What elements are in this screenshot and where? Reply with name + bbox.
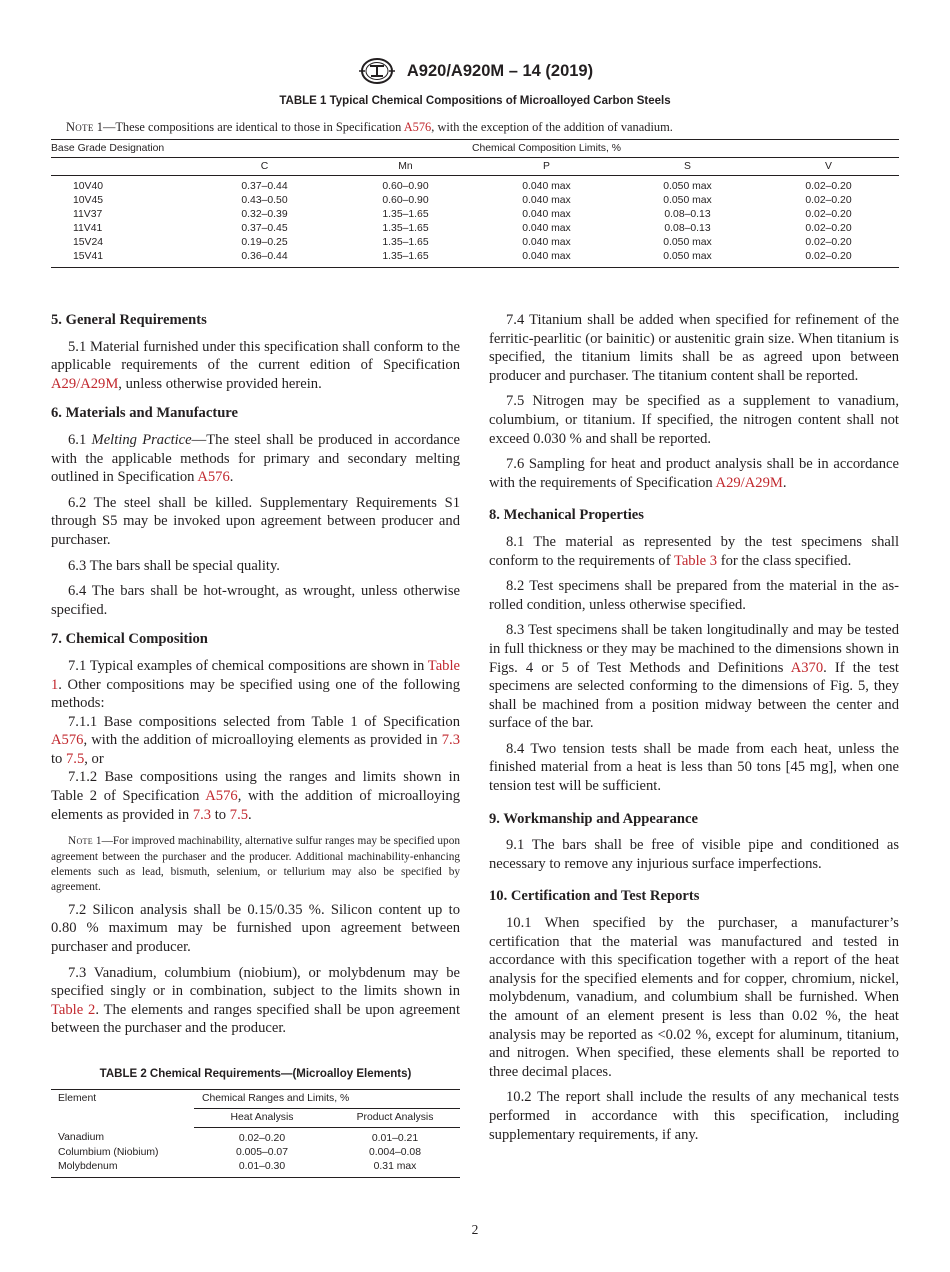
paragraph-10-2: 10.2 The report shall include the results of any mechanical tests performed in accordance with this specification, including supplementary requirements, if any.	[489, 1089, 899, 1143]
value-cell: 0.040 max	[522, 223, 571, 234]
page-header	[0, 56, 950, 86]
grade-cell: 15V41	[51, 250, 194, 268]
ref-a29-link[interactable]: A29/A29M	[51, 375, 119, 392]
paragraph-6-1: 6.1 Melting Practice—The steel shall be produced in accordance with the applicable methods for primary and secondary melting outlined in Specification A576.	[51, 431, 460, 486]
value-cell: 0.01–0.30	[194, 1160, 330, 1178]
section-heading: 9. Workmanship and Appearance	[489, 810, 698, 827]
ref-table1-link[interactable]: Table 1	[51, 657, 460, 693]
value-cell: 0.31 max	[330, 1160, 460, 1178]
table-row	[51, 1127, 460, 1146]
paragraph-7-1: 7.1 Typical examples of chemical compositions are shown in Table 1. Other compositions may be specified using one of the following methods:	[51, 657, 460, 712]
table2-caption: TABLE 2 Chemical Requirements—(Microalloy Elements)	[99, 1068, 412, 1081]
value-cell: 1.35–1.65	[382, 223, 429, 234]
ref-7-5-link[interactable]: 7.5	[66, 750, 85, 767]
value-cell: 0.005–0.07	[235, 1146, 288, 1158]
paragraph-7-6: 7.6 Sampling for heat and product analysis shall be in accordance with the requirements of Specification A29/A29M.	[489, 456, 899, 491]
note-7: Note 1—For improved machinability, alternative sulfur ranges may be specified upon agreement between the purchaser and the producer. Additional machinability-enhancing elements such as lead, bismuth, selenium, or tellurium may also be specified by agreement.	[51, 835, 460, 894]
value-cell: 0.08–0.13	[664, 223, 711, 234]
paragraph-7-5: 7.5 Nitrogen may be specified as a supplement to vanadium, columbium, or titanium. If specified, the nitrogen content shall not exceed 0.030 % and shall be reported.	[489, 393, 899, 447]
section-heading: 10. Certification and Test Reports	[489, 888, 700, 905]
table-row	[51, 208, 899, 222]
paragraph-7-1-2: 7.1.2 Base compositions using the ranges and limits shown in Table 2 of Specification A576, with the addition of microalloying elements as provided in 7.3 to 7.5.	[51, 769, 460, 823]
table-row	[51, 176, 899, 195]
paragraph-8-4: 8.4 Two tension tests shall be made from each heat, unless the finished material from a heat is less than 50 tons [45 mg], when one tension test will be sufficient.	[489, 740, 899, 795]
ref-table2-link[interactable]: Table 2	[51, 1001, 96, 1018]
paragraph-6-4: 6.4 The bars shall be hot-wrought, as wrought, unless otherwise specified.	[51, 583, 460, 618]
paragraph-7-4: 7.4 Titanium shall be added when specified for refinement of the ferritic-pearlitic (or bainitic) or austenitic grain size. When titanium is specified, the titanium limits shall be as agreed upon between producer and purchaser. The titanium content shall be reported.	[489, 312, 899, 384]
col-heat-analysis: Heat Analysis	[194, 1108, 330, 1127]
value-cell: 0.60–0.90	[382, 181, 429, 192]
value-cell: 0.050 max	[663, 195, 712, 206]
table-row	[51, 222, 899, 236]
paragraph-10-1: 10.1 When specified by the purchaser, a manufacturer’s certification that the material was manufactured and tested in accordance with this specification together with a report of the heat analysis for the specified elements and for copper, chromium, nickel, molybdenum, vanadium, and columbium shall be furnished. When the amount of an element present is less than 0.02 %, the heat analysis may be reported as <0.02 %, except for aluminum, titanium, and nitrogen. When specified, these elements shall be reported to three decimal places.	[489, 915, 899, 1080]
value-cell: 0.19–0.25	[241, 237, 288, 248]
value-cell: 0.040 max	[522, 195, 571, 206]
value-cell: 0.60–0.90	[382, 195, 429, 206]
grade-cell: 10V45	[73, 195, 104, 206]
value-cell: 0.040 max	[522, 209, 571, 220]
col-element: Mn	[335, 158, 476, 176]
ref-7-3-link[interactable]: 7.3	[192, 806, 212, 823]
section-heading: 7. Chemical Composition	[51, 631, 208, 648]
value-cell: 0.02–0.20	[758, 250, 899, 268]
document-designation: A920/A920M – 14 (2019)	[406, 61, 594, 80]
right-column	[489, 311, 899, 1151]
value-cell: 0.02–0.20	[805, 223, 852, 234]
value-cell: 0.050 max	[663, 181, 712, 192]
paragraph-7-2: 7.2 Silicon analysis shall be 0.15/0.35 %. Silicon content up to 0.80 % maximum may be furnished upon agreement between purchaser and producer.	[51, 901, 460, 956]
grade-cell: 11V37	[73, 209, 103, 220]
ref-a576-link[interactable]: A576	[51, 732, 84, 749]
table-row	[51, 1160, 460, 1178]
col-element: S	[617, 158, 758, 176]
table-row	[51, 1146, 460, 1160]
ref-7-5-link[interactable]: 7.5	[229, 806, 249, 823]
value-cell: 0.37–0.45	[241, 223, 288, 234]
section-heading: 5. General Requirements	[51, 312, 207, 328]
grade-cell: 10V40	[73, 181, 104, 192]
value-cell: 0.02–0.20	[805, 237, 852, 248]
paragraph-5-1: 5.1 Material furnished under this specification shall conform to the applicable requirements of the current edition of Specification A29/A29M, unless otherwise provided herein.	[51, 338, 460, 392]
value-cell: 0.43–0.50	[241, 195, 288, 206]
col-element: C	[194, 158, 335, 176]
table-row	[51, 250, 899, 268]
value-cell: 0.004–0.08	[368, 1146, 421, 1158]
col-element: P	[476, 158, 617, 176]
value-cell: 0.02–0.20	[805, 209, 852, 220]
paragraph-7-3: 7.3 Vanadium, columbium (niobium), or molybdenum may be specified singly or in combination, subject to the limits shown in Table 2. The elements and ranges specified shall be upon agreement between the purchaser and the producer.	[51, 964, 460, 1037]
paragraph-8-2: 8.2 Test specimens shall be prepared from the material in the as-rolled condition, unless otherwise specified.	[489, 578, 899, 613]
value-cell: 0.36–0.44	[194, 250, 335, 268]
note-text-end: , with the exception of the addition of vanadium.	[431, 120, 673, 134]
col-element: V	[758, 158, 899, 176]
grade-cell: 11V41	[73, 223, 103, 234]
value-cell: 0.02–0.20	[238, 1132, 286, 1144]
col-base-grade: Base Grade Designation	[51, 140, 194, 158]
note-label: Note	[66, 120, 94, 134]
value-cell: 0.32–0.39	[241, 209, 288, 220]
ref-a370-link[interactable]: A370	[790, 659, 824, 676]
paragraph-6-2: 6.2 The steel shall be killed. Supplementary Requirements S1 through S5 may be invoked upon agreement between producer and purchaser.	[51, 494, 460, 548]
element-cell: Columbium (Niobium)	[58, 1146, 159, 1158]
ref-a576-link[interactable]: A576	[205, 788, 238, 805]
col-element: Element	[51, 1089, 194, 1108]
section-heading: 6. Materials and Manufacture	[51, 405, 238, 422]
value-cell: 0.37–0.44	[241, 181, 288, 192]
table-row	[51, 236, 899, 250]
paragraph-8-1: 8.1 The material as represented by the test specimens shall conform to the requirements of Table 3 for the class specified.	[489, 533, 899, 569]
section-heading: 8. Mechanical Properties	[489, 507, 644, 524]
table1-caption: TABLE 1 Typical Chemical Compositions of Microalloyed Carbon Steels	[279, 95, 671, 107]
paragraph-6-3: 6.3 The bars shall be special quality.	[68, 557, 280, 574]
left-column	[51, 311, 460, 1178]
ref-a576-link[interactable]: A576	[403, 120, 432, 134]
col-composition-group: Chemical Composition Limits, %	[194, 140, 899, 158]
value-cell: 1.35–1.65	[382, 209, 429, 220]
ref-table3-link[interactable]: Table 3	[673, 552, 718, 569]
value-cell: 0.08–0.13	[664, 209, 711, 220]
element-cell: Molybdenum	[51, 1160, 194, 1178]
table1	[51, 139, 899, 268]
paragraph-8-3: 8.3 Test specimens shall be taken longitudinally and may be tested in full thickness or they may be machined to the dimensions shown in Figs. 4 or 5 of Test Methods and Definitions A370. If the test specimens are selected conforming to the dimensions of Fig. 5, they shall be machined from a position midway between the center and surface of the bar.	[489, 622, 899, 732]
value-cell: 1.35–1.65	[382, 237, 429, 248]
value-cell: 0.040 max	[522, 181, 571, 192]
value-cell: 0.02–0.20	[805, 195, 852, 206]
value-cell: 0.01–0.21	[371, 1132, 419, 1144]
value-cell: 1.35–1.65	[335, 250, 476, 268]
element-cell: Vanadium	[58, 1132, 105, 1144]
paragraph-7-1-1: 7.1.1 Base compositions selected from Table 1 of Specification A576, with the addition of microalloying elements as provided in 7.3 to 7.5, or	[51, 713, 460, 767]
grade-cell: 15V24	[73, 237, 104, 248]
table-row	[51, 194, 899, 208]
value-cell: 0.040 max	[522, 237, 571, 248]
value-cell: 0.050 max	[663, 237, 712, 248]
astm-logo-icon	[357, 56, 397, 86]
paragraph-9-1: 9.1 The bars shall be free of visible pipe and conditioned as necessary to remove any injurious surface imperfections.	[489, 837, 899, 872]
page-number: 2	[471, 1222, 479, 1237]
ref-a576-link[interactable]: A576	[197, 469, 230, 486]
ref-a29-link[interactable]: A29/A29M	[715, 474, 783, 491]
table2	[51, 1089, 460, 1178]
col-ranges-group: Chemical Ranges and Limits, %	[194, 1089, 460, 1108]
ref-7-3-link[interactable]: 7.3	[441, 732, 460, 749]
value-cell: 0.040 max	[476, 250, 617, 268]
value-cell: 0.02–0.20	[805, 181, 852, 192]
note-text: 1—These compositions are identical to those in Specification	[96, 120, 404, 134]
table1-note	[66, 120, 926, 135]
col-product-analysis: Product Analysis	[330, 1108, 460, 1127]
value-cell: 0.050 max	[617, 250, 758, 268]
